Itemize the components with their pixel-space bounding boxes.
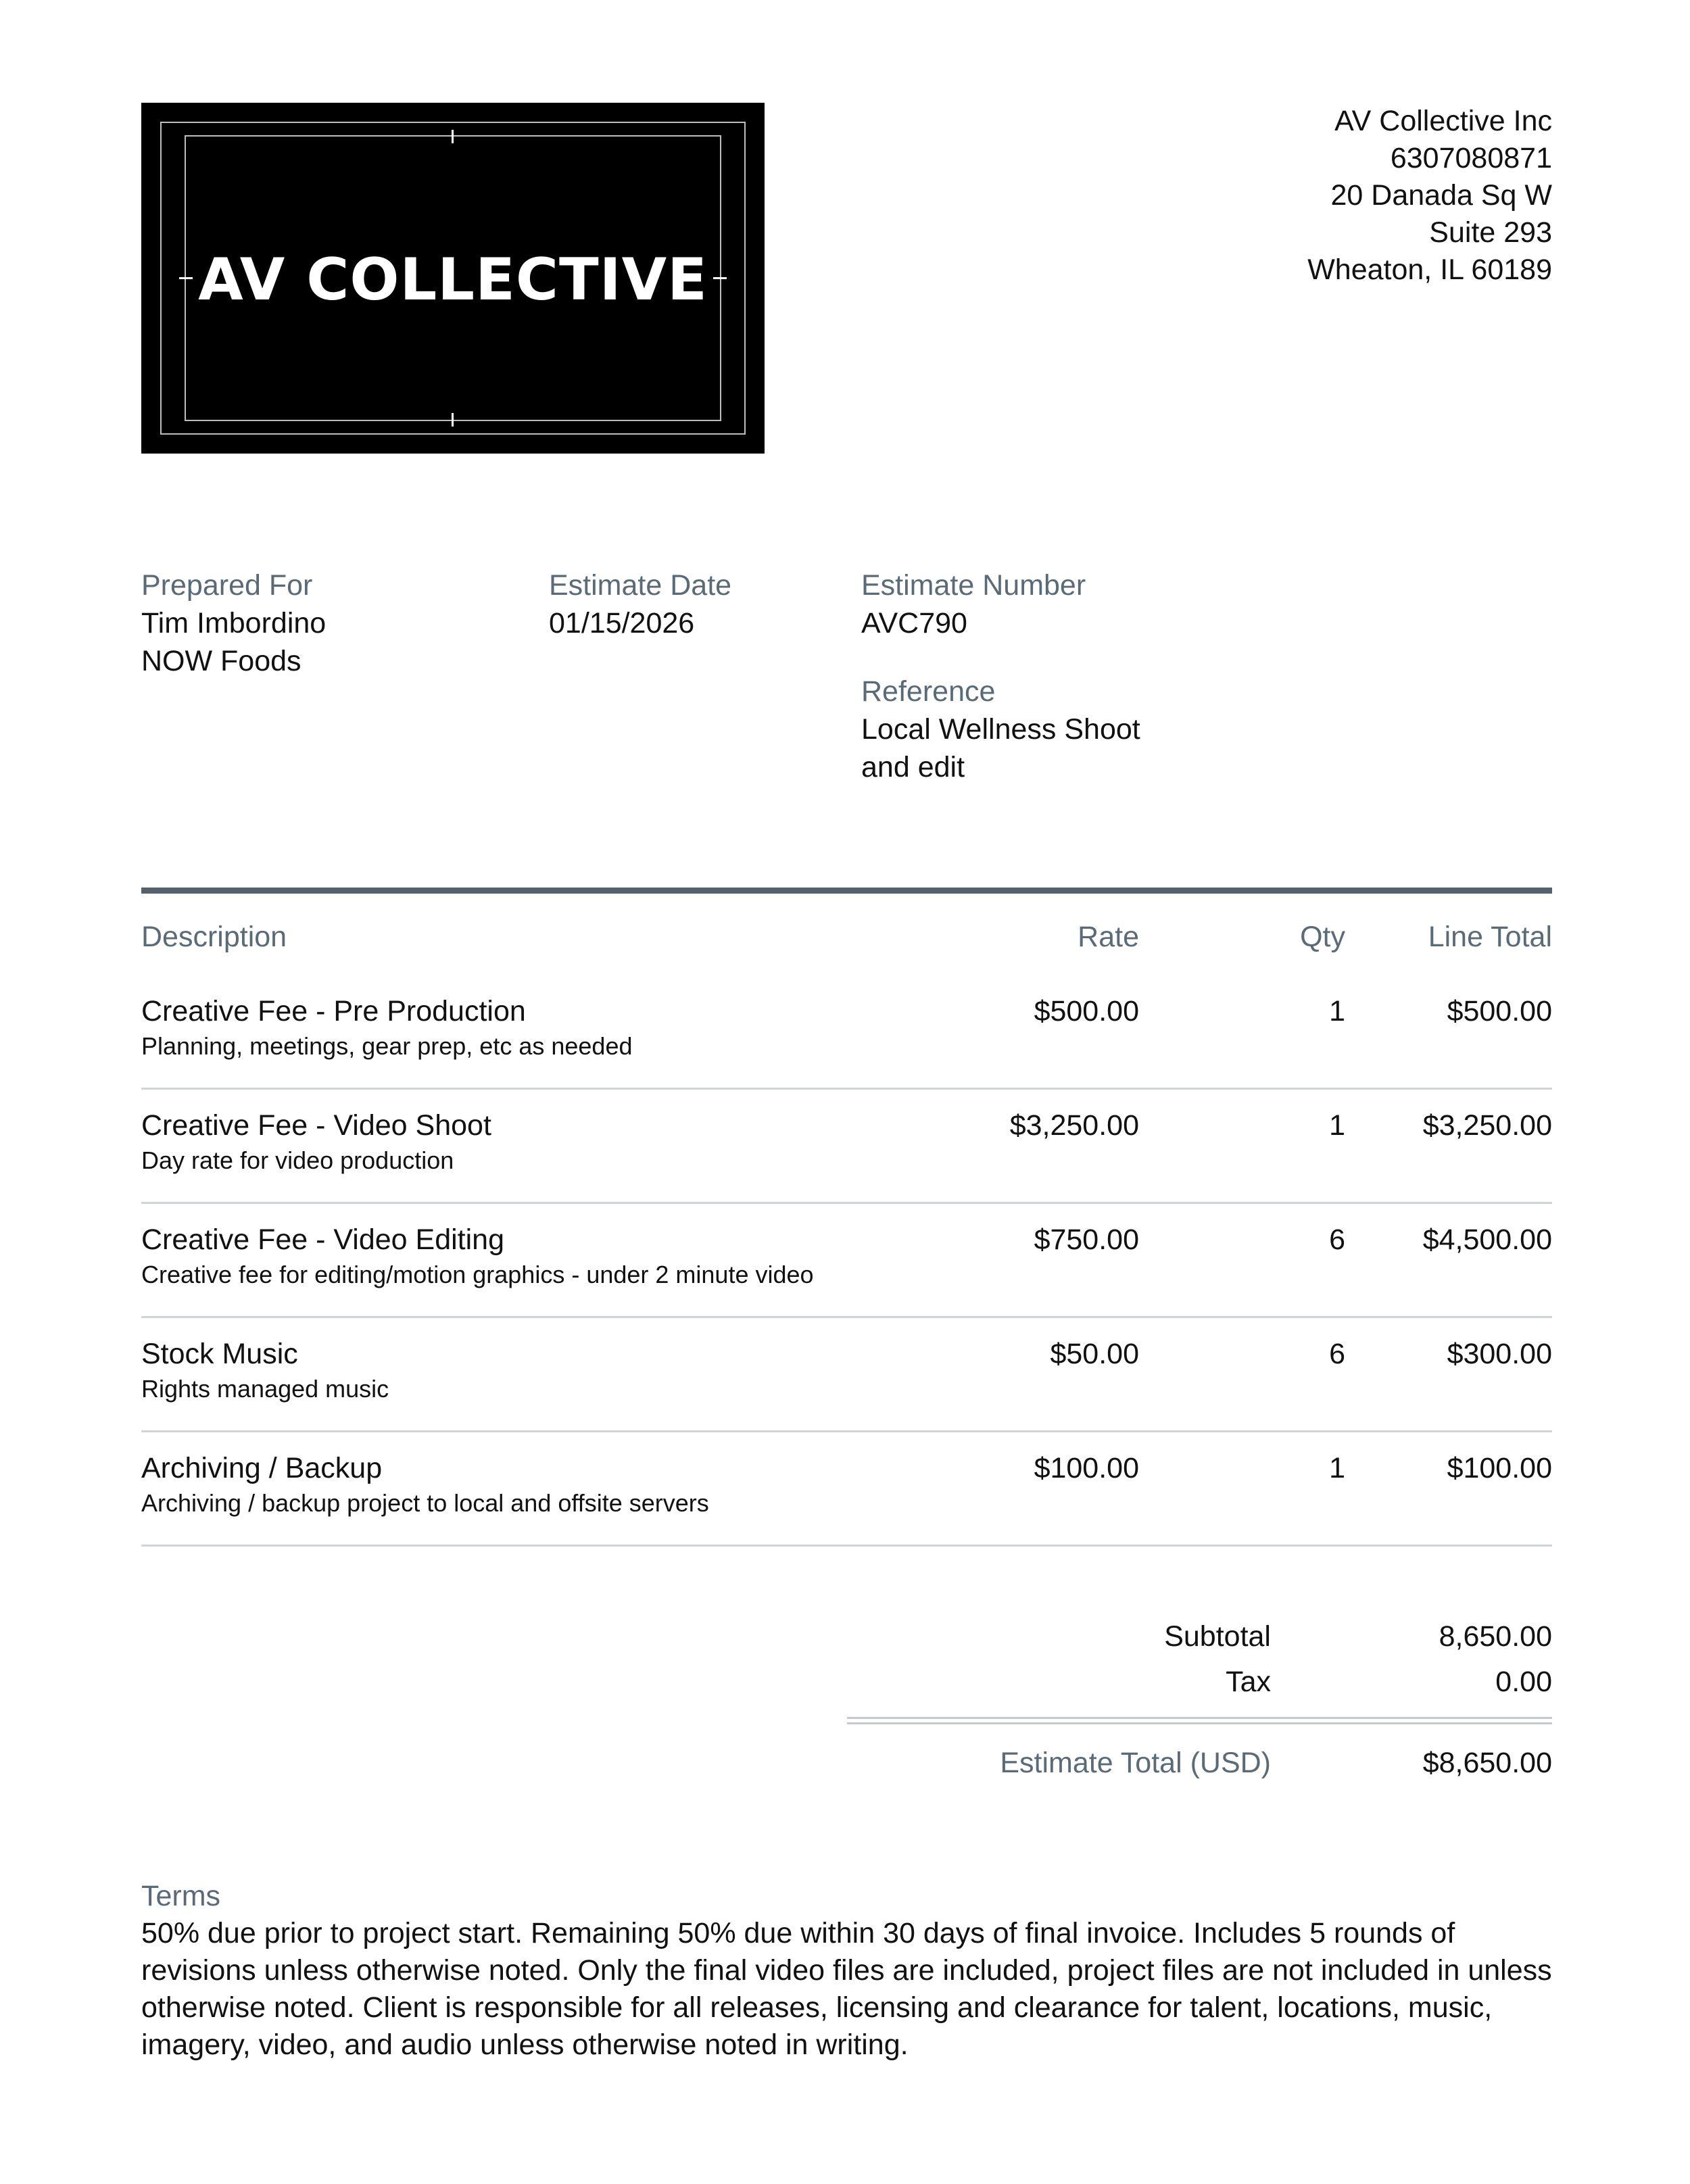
item-title: Creative Fee - Video Editing [141, 1223, 504, 1256]
item-line-total: $300.00 [1447, 1338, 1552, 1370]
item-qty: 1 [1329, 995, 1345, 1027]
company-address [1307, 103, 1552, 289]
table-row [141, 1202, 1552, 1318]
item-detail: Creative fee for editing/motion graphics - under 2 minute video [141, 1261, 814, 1288]
item-title: Creative Fee - Pre Production [141, 995, 526, 1027]
header-description: Description [141, 921, 287, 953]
company-phone: 6307080871 [1390, 142, 1552, 174]
estimate-date-block [549, 566, 731, 642]
item-line-total: $500.00 [1447, 995, 1552, 1027]
prepared-for-block [141, 566, 326, 680]
totals-divider-top [847, 1717, 1552, 1719]
terms-line: revisions unless otherwise noted. Only the final video files are included, project files are not included in unless [141, 1954, 1552, 1987]
header-rate: Rate [1078, 921, 1139, 953]
table-top-rule [141, 888, 1552, 894]
item-rate: $50.00 [1050, 1338, 1139, 1370]
company-city: Wheaton, IL 60189 [1307, 253, 1552, 286]
item-detail: Archiving / backup project to local and offsite servers [141, 1489, 709, 1517]
reference-block [861, 673, 1140, 786]
terms-line: otherwise noted. Client is responsible for all releases, licensing and clearance for talent, locations, music, [141, 1991, 1493, 2024]
reference-line1: Local Wellness Shoot [861, 713, 1140, 746]
logo-tick-bottom [452, 413, 454, 427]
reference-label: Reference [861, 675, 996, 708]
client-company: NOW Foods [141, 645, 301, 677]
company-name: AV Collective Inc [1334, 105, 1552, 137]
item-title: Archiving / Backup [141, 1452, 383, 1484]
item-title: Stock Music [141, 1338, 298, 1370]
logo-tick-top [452, 130, 454, 143]
tax-value: 0.00 [1495, 1666, 1552, 1698]
item-qty: 1 [1329, 1452, 1345, 1484]
item-rate: $3,250.00 [1009, 1109, 1139, 1142]
client-name: Tim Imbordino [141, 607, 327, 639]
reference-line2: and edit [861, 751, 965, 783]
table-row [141, 1316, 1552, 1432]
item-rate: $100.00 [1034, 1452, 1139, 1484]
item-title: Creative Fee - Video Shoot [141, 1109, 491, 1142]
company-address-line2: Suite 293 [1429, 216, 1552, 249]
item-qty: 6 [1329, 1338, 1345, 1370]
terms-line: imagery, video, and audio unless otherwise noted in writing. [141, 2029, 909, 2061]
terms-line: 50% due prior to project start. Remaining 50% due within 30 days of final invoice. Includes 5 rounds of [141, 1917, 1455, 1949]
terms-label: Terms [141, 1880, 221, 1912]
estimate-total-value: $8,650.00 [1422, 1747, 1552, 1779]
estimate-date: 01/15/2026 [549, 607, 695, 639]
subtotal-value: 8,650.00 [1439, 1620, 1552, 1653]
item-rate: $750.00 [1034, 1223, 1139, 1256]
item-detail: Day rate for video production [141, 1146, 454, 1174]
item-line-total: $100.00 [1447, 1452, 1552, 1484]
item-qty: 6 [1329, 1223, 1345, 1256]
header-line-total: Line Total [1428, 921, 1552, 953]
item-line-total: $3,250.00 [1422, 1109, 1552, 1142]
company-logo [141, 103, 765, 454]
estimate-number: AVC790 [861, 607, 967, 639]
header-qty: Qty [1300, 921, 1345, 953]
item-detail: Rights managed music [141, 1375, 389, 1403]
estimate-number-block [861, 566, 1086, 642]
logo-text: AV COLLECTIVE [198, 246, 708, 314]
table-row [141, 1430, 1552, 1547]
tax-label: Tax [1226, 1666, 1271, 1698]
item-detail: Planning, meetings, gear prep, etc as needed [141, 1032, 633, 1060]
subtotal-label: Subtotal [1164, 1620, 1271, 1653]
estimate-number-label: Estimate Number [861, 569, 1086, 602]
estimate-total-label: Estimate Total (USD) [1000, 1747, 1271, 1779]
company-address-line1: 20 Danada Sq W [1330, 179, 1552, 212]
item-qty: 1 [1329, 1109, 1345, 1142]
item-rate: $500.00 [1034, 995, 1139, 1027]
totals-divider-bottom [847, 1722, 1552, 1724]
table-row [141, 1088, 1552, 1204]
prepared-for-label: Prepared For [141, 569, 313, 602]
item-line-total: $4,500.00 [1422, 1223, 1552, 1256]
table-row [141, 973, 1552, 1090]
estimate-date-label: Estimate Date [549, 569, 732, 602]
terms-text [141, 1915, 1561, 2064]
